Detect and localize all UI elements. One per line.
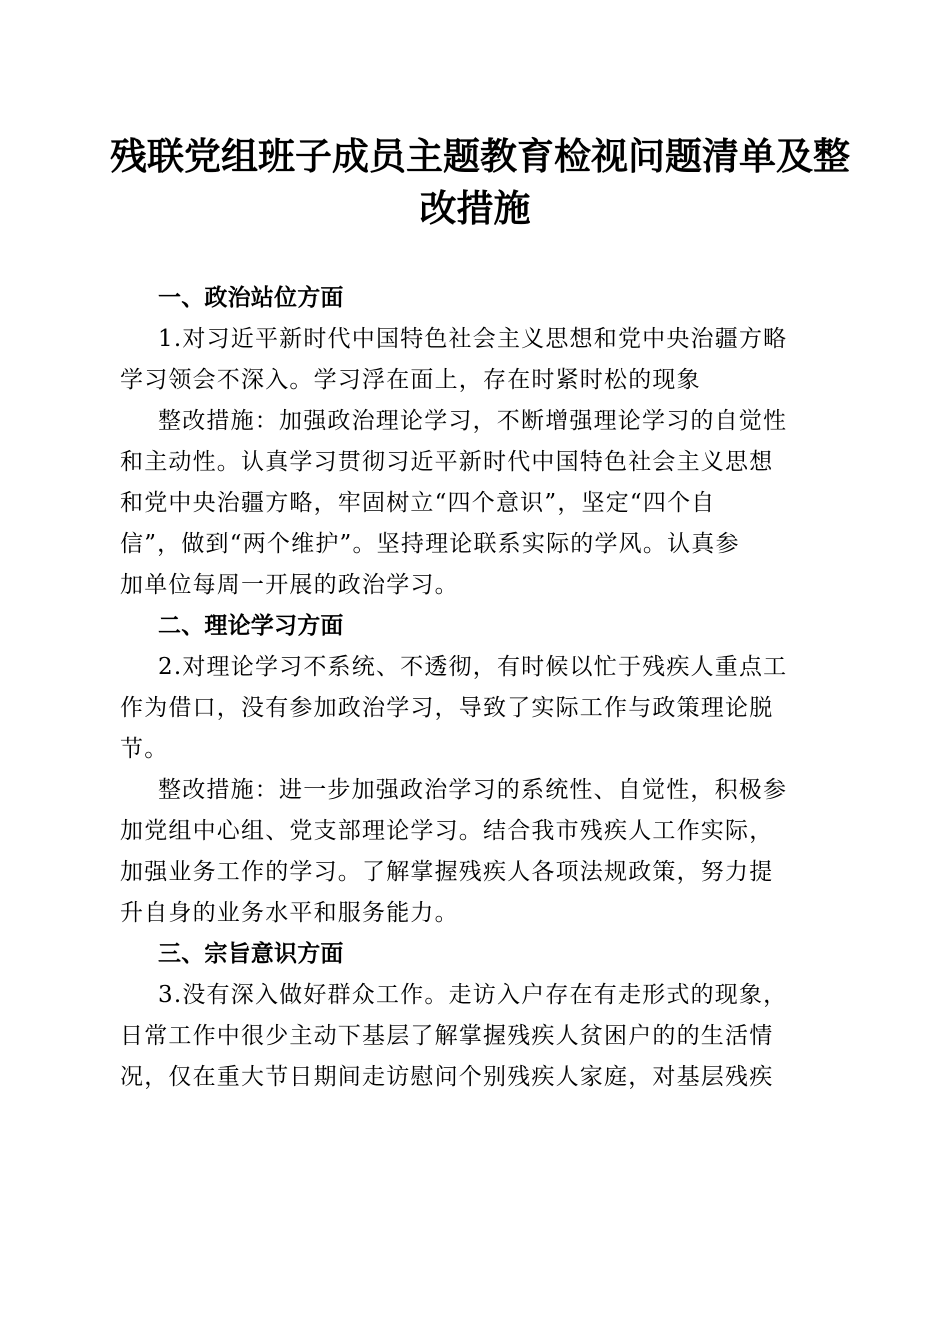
title-line: 改措施 [419,186,531,230]
text-line: 加党组中心组、党支部理论学习。结合我市残疾人工作实际， [120,818,774,844]
document-body [120,280,825,1100]
paragraph [120,321,825,398]
text-line: 信”，做到“两个维护”。坚持理论联系实际的学风。认真参 [120,531,740,557]
text-line: 3.没有深入做好群众工作。走访入户存在有走形式的现象， [158,982,788,1008]
section-heading: 一、政治站位方面 [158,285,344,311]
document-title [110,130,850,234]
section-heading: 二、理论学习方面 [158,613,344,639]
text-line: 况，仅在重大节日期间走访慰问个别残疾人家庭，对基层残疾 [120,1064,774,1090]
text-line: 升自身的业务水平和服务能力。 [120,900,459,926]
text-line: 和党中央治疆方略，牢固树立“四个意识”，坚定“四个自 [120,490,716,516]
text-line: 2.对理论学习不系统、不透彻，有时候以忙于残疾人重点工 [158,654,788,680]
text-line: 整改措施：加强政治理论学习，不断增强理论学习的自觉性 [158,408,788,434]
title-line: 残联党组班子成员主题教育检视问题清单及整 [110,134,850,178]
paragraph [120,772,825,931]
text-line: 和主动性。认真学习贯彻习近平新时代中国特色社会主义思想 [120,449,774,475]
text-line: 日常工作中很少主动下基层了解掌握残疾人贫困户的的生活情 [120,1023,774,1049]
paragraph [120,977,825,1095]
text-line: 加单位每周一开展的政治学习。 [120,572,459,598]
text-line: 加强业务工作的学习。了解掌握残疾人各项法规政策，努力提 [120,859,774,885]
text-line: 学习领会不深入。学习浮在面上，存在时紧时松的现象 [120,367,701,393]
text-line: 节。 [120,736,169,762]
text-line: 整改措施：进一步加强政治学习的系统性、自觉性，积极参 [158,777,788,803]
text-line: 1.对习近平新时代中国特色社会主义思想和党中央治疆方略 [158,326,788,352]
paragraph [120,403,825,603]
text-line: 作为借口，没有参加政治学习，导致了实际工作与政策理论脱 [120,695,774,721]
paragraph [120,649,825,767]
section-heading: 三、宗旨意识方面 [158,941,344,967]
